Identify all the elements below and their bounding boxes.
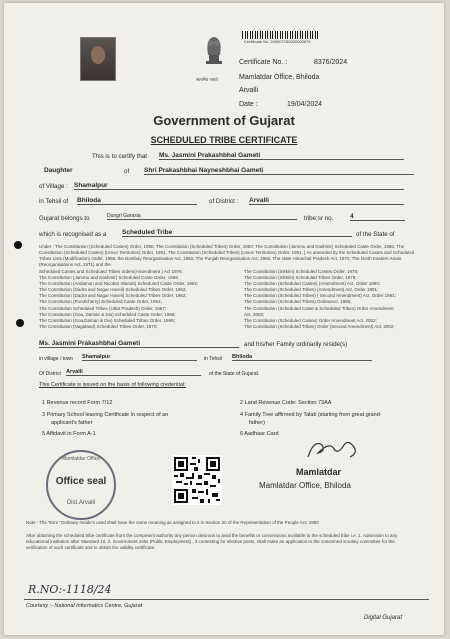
family-text: and his/her Family ordinarily reside(s) <box>244 341 348 348</box>
orders-left <box>39 269 239 330</box>
credential-item: father) <box>249 420 265 426</box>
seal-text: Office seal <box>55 476 107 487</box>
order-item: The Constitution (Scheduled Castes) Order Amendment Act, 2002; <box>244 317 377 323</box>
tribe-name: Dungri Garasia <box>107 213 297 220</box>
state-emblem <box>200 33 228 75</box>
tribe-sr-label: tribe;sr no. <box>304 215 334 222</box>
order-item: The Constitution (Scheduled Tribes) Ordinance, 1996; <box>244 299 352 305</box>
order-item: The Constitution (Nagaland) Scheduled Tribes Order, 1970; <box>39 323 158 329</box>
header-district: Arvalli <box>239 87 259 94</box>
res-tehsil-value: Bhiloda <box>232 354 372 361</box>
office-seal <box>46 450 116 520</box>
district-value: Arvalli <box>249 197 404 205</box>
tribe-sr-no: 4 <box>350 213 405 221</box>
parent-name: Shri Prakashbhai Nayneshbhai Gameti <box>144 167 414 175</box>
certificate-barcode <box>242 31 320 39</box>
applicant-name: Ms. Jasmini Prakashbhai Gameti <box>159 152 404 160</box>
certificate-no: 8376/2024 <box>314 59 348 66</box>
qr-code <box>172 455 222 505</box>
order-item: The Constitution Scheduled Tribes (Uttar Pradesh) Order, 1967; <box>39 305 167 311</box>
order-item: The Constitution (Sikkim) Scheduled Tribes Order, 1978; <box>244 275 357 281</box>
village-label: of Village : <box>39 183 68 190</box>
order-item: The Constitution (Goa,Daman & Diu) Scheduled Tribes Order, 1968; <box>39 317 175 323</box>
resident-name: Ms. Jasmini Prakashbhai Gameti <box>39 340 239 348</box>
seal-ring-bottom: Dist.Arvalli <box>66 500 96 506</box>
signature <box>304 435 364 465</box>
credential-item: 4 Family Tree affirmed by Talati (starting from great grand- <box>240 412 382 418</box>
after-text: After obtaining the scheduled tribe certificate from the competent authority any person desirous to avail the benefits or concessions available to the scheduled tribe i.e. 1. Admission to any educational institution after Standard 10, 2. Government Jobs (Public Employment) , 3.contesting for elective posts, shall make an application to the concerned scrutiny committee for the verification of such certificate and to obtain the validity certificate. <box>26 533 398 551</box>
under-paragraph: Under : The Constitution (Scheduled Castes) Order, 1950; The Constitution (Scheduled Tribes) Order, 1950; The Constitution (Jammu and Kashmir) Scheduled Caste Order, 1956; The Constitution (Scheduled Castes) (Union Territories) Order, 1951, The Constitution (Scheduled Tribes) (Union Territories) Order, 1951, [ As amended by the Scheduled Castes and Scheduled Tribes Lists (Modification) Order, 1956, the Bombay Reorganisation Act, 1960, The Punjab Reorganisation Act, 1966, The state Himachal Pradesh Act, 1970, The North Eastern Areas (Reorganisations Act, 1971) and the <box>39 244 415 268</box>
signature-office: Mamlatdar Office, Bhiloda <box>259 481 351 490</box>
order-item: The Constitution (Dadra and Nagar Haveli) Scheduled Tribes Order, 1962; <box>39 287 187 293</box>
applicant-photo <box>80 37 116 81</box>
credential-item: 1 Revenue record Form 7/12 <box>42 400 113 406</box>
credential-item: 5 Affidavit in Form A-1 <box>42 431 96 437</box>
belongs-label: Gujarat belongs to <box>39 215 90 222</box>
res-tehsil-label: in Tehsil <box>204 356 222 362</box>
note-text: Note : The Term "Ordinary reside's used shall have the same meaning as assigned to it in Section 20 of the Representation of the People Act, 1950 <box>26 520 319 525</box>
of-text: of <box>124 168 130 175</box>
basis-text: This Certificate is issued on the basis of following credential: <box>39 382 186 388</box>
recognised-label: which is recognised as a <box>39 231 107 238</box>
tehsil-value: Bhiloda <box>77 197 197 205</box>
order-item: The Constitution (Andaman and Nicobar Islands) Scheduled Caste Order, 1962; <box>39 281 199 287</box>
header-office: Mamlatdar Office, Bhiloda <box>239 74 320 81</box>
signature-title: Mamlatdar <box>296 467 342 477</box>
footer-courtesy: Courtesy :- National Informatics Centre, Gujarat <box>26 603 143 609</box>
credential-item: 2 Land Revenue Code: Section 73AA <box>240 400 332 406</box>
footer-divider <box>24 599 429 600</box>
order-item: The Constitution (Sikkim) Scheduled Castes Order, 1978; <box>244 269 359 274</box>
certificate-no-label: Certificate No. : <box>239 59 288 66</box>
certify-text: This is to certify that <box>92 153 148 160</box>
emblem-caption: सत्यमेव जयते <box>196 77 218 82</box>
of-state-text: of the State of <box>356 231 395 238</box>
certificate-title: SCHEDULED TRIBE CERTIFICATE <box>150 135 298 145</box>
date-label: Date : <box>239 101 258 108</box>
res-village-value: Shamalpur <box>82 354 197 361</box>
credential-item: applicant's father <box>51 420 93 426</box>
order-item: The Constitution (Dadra and Nagar Haveli) Scheduled Tribes Order, 1962; <box>39 293 187 299</box>
order-item: Act, 2002; <box>244 311 265 317</box>
order-item: The Constitution (Scheduled Caste & Scheduled Tribes) Order Amendment <box>244 305 394 311</box>
credential-item: 3 Primary School leaving Certificate in respect of an <box>42 412 169 418</box>
village-value: Shamalpur <box>74 182 404 190</box>
relation: Daughter <box>44 167 73 174</box>
tehsil-label: in Tehsil of <box>39 198 69 205</box>
recognised-value: Scheduled Tribe <box>122 229 352 237</box>
order-item: The Constitution (Pondicherry) Scheduled Caste Order, 1964; <box>39 299 162 305</box>
res-district-label: Of District <box>39 371 61 377</box>
order-item: The Constitution (Scheduled Tribes) Order (Second Amendment) Act, 2002; <box>244 323 395 329</box>
punch-hole-bottom <box>16 319 24 327</box>
certificate-page <box>4 3 444 635</box>
order-item: The Constitution (Scheduled Castes) (Amendment) Act, Order 1990; <box>244 281 381 287</box>
order-item: The Constitution (Scheduled Tribes) ( Second Amendment) Act, Order 1991; <box>244 293 396 299</box>
res-state-text: of the State of Gujarat. <box>209 371 260 377</box>
order-item: The Constitution (Jammu and Kashmir) Scheduled Caste Order, 1956. <box>39 275 180 281</box>
footer-digital: Digital Gujarat <box>364 615 403 621</box>
res-district-value: Arvalli <box>66 369 201 376</box>
credential-item: 6 Aadhaar Card <box>240 431 279 437</box>
punch-hole-top <box>14 241 22 249</box>
order-item: The Constitution (Scheduled Tribes) (Amendment) Act, Order 1991; <box>244 287 379 293</box>
orders-right <box>244 269 424 330</box>
handwritten-ref: R.NO:-1118/24 <box>28 583 112 596</box>
barcode-text: Certificate No. 240007150000000879 <box>244 39 311 44</box>
district-label: of District : <box>209 198 239 205</box>
government-title: Government of Gujarat <box>153 113 295 128</box>
order-item: The Constitution (Goa, Daman & Diu) Scheduled Caste Order, 1968; <box>39 311 176 317</box>
date-value: 19/04/2024 <box>287 101 323 108</box>
order-item: Scheduled Castes and Scheduled Tribes orders(Amendment ) Act 1976 <box>39 269 182 274</box>
seal-ring-top: Mamlatdar Office <box>62 456 100 462</box>
res-village-label: in village / town <box>39 356 74 362</box>
